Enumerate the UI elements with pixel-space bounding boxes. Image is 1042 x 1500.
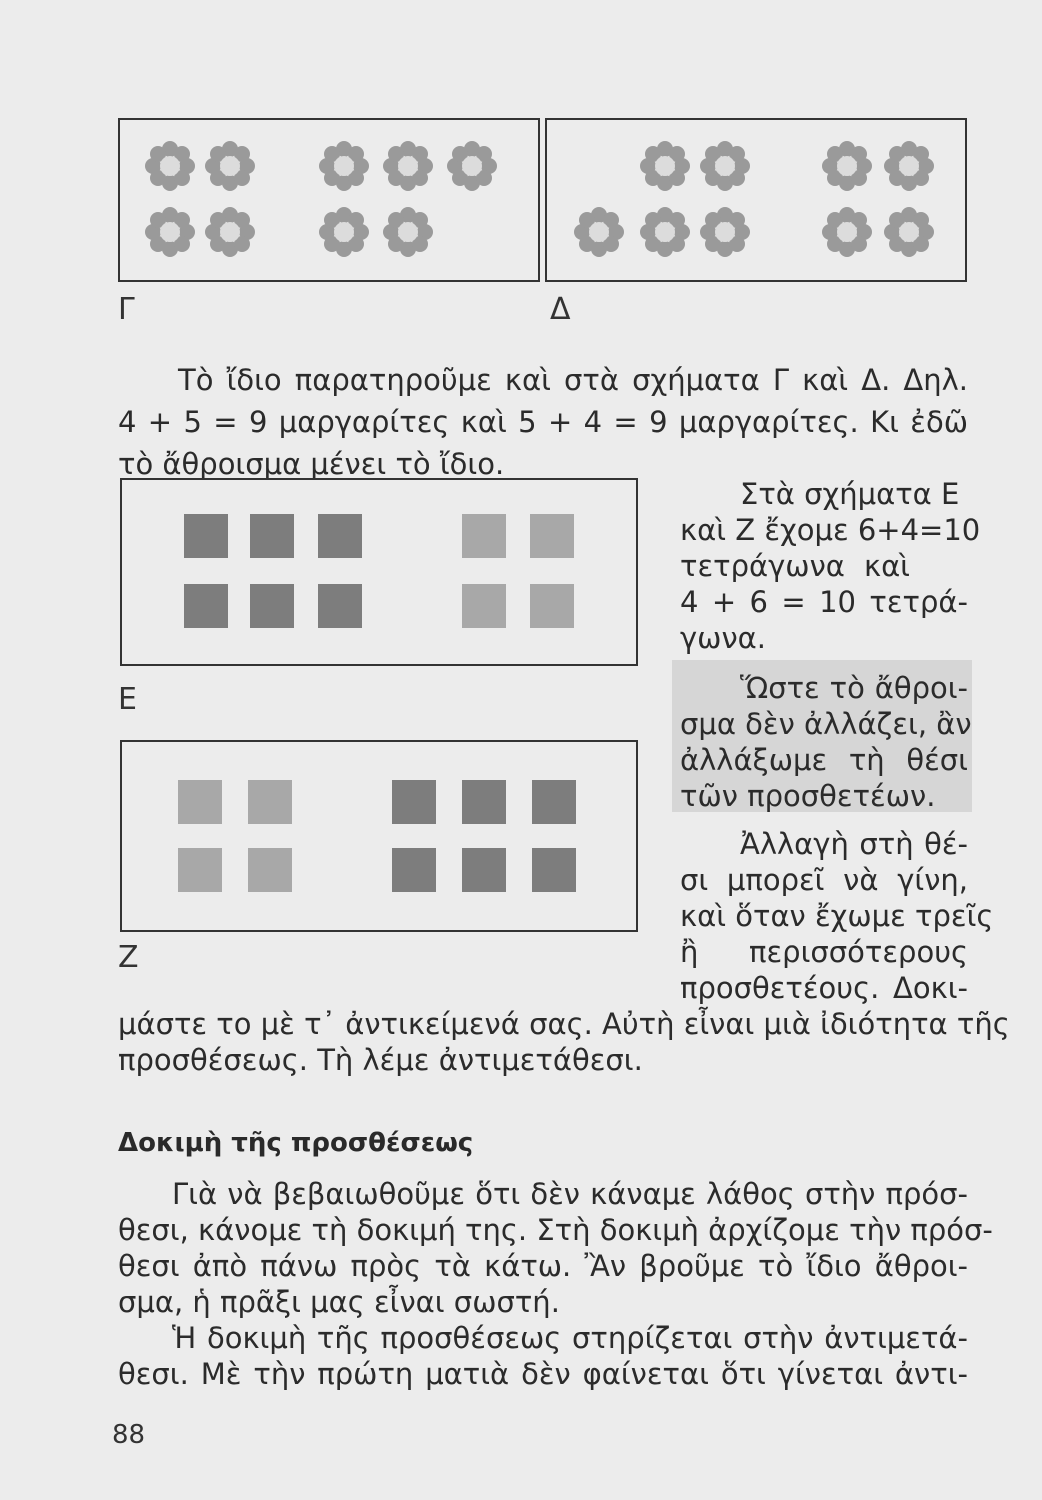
daisy: [700, 141, 750, 191]
daisy: [319, 207, 369, 257]
square: [250, 514, 294, 558]
paragraph4-line2: θεσι. Μὲ τὴν πρώτη ματιὰ δὲν φαίνεται ὅτι γίνεται ἀντι-: [118, 1357, 968, 1391]
daisy: [383, 207, 433, 257]
figure-zeta: [120, 740, 638, 932]
daisy: [145, 141, 195, 191]
square: [318, 514, 362, 558]
daisy: [205, 207, 255, 257]
side-text2-line1: Ἀλλαγὴ στὴ θέ-: [740, 827, 968, 861]
square: [392, 848, 436, 892]
side-text-line3: τετράγωνα καὶ: [680, 549, 910, 583]
paragraph2-line1: μάστε το μὲ τ᾽ ἀντικείμενά σας. Αὐτὴ εἶναι μιὰ ἰδιότητα τῆς: [118, 1007, 1010, 1041]
daisy: [640, 141, 690, 191]
daisy: [640, 207, 690, 257]
square: [178, 780, 222, 824]
daisies-delta: [547, 120, 965, 280]
daisies-gamma: [120, 120, 538, 280]
square: [184, 514, 228, 558]
side-text-line5: γωνα.: [680, 621, 766, 655]
figure-gamma: [118, 118, 540, 282]
square: [462, 514, 506, 558]
square: [318, 584, 362, 628]
daisy: [145, 207, 195, 257]
square: [530, 514, 574, 558]
square: [248, 780, 292, 824]
figure-epsilon: [120, 478, 638, 666]
side-text-line4: 4 + 6 = 10 τετρά-: [680, 585, 968, 619]
square: [462, 584, 506, 628]
rule-line2: σμα δὲν ἀλλάζει, ἂν: [680, 707, 972, 741]
daisy: [822, 207, 872, 257]
daisy: [884, 207, 934, 257]
daisy: [319, 141, 369, 191]
figure-gamma-label: Γ: [118, 292, 135, 327]
daisy: [205, 141, 255, 191]
figure-delta: [545, 118, 967, 282]
square: [532, 780, 576, 824]
square: [248, 848, 292, 892]
side-text2-line5: προσθετέους. Δοκι-: [680, 971, 968, 1005]
paragraph1-line2: 4 + 5 = 9 μαργαρίτες καὶ 5 + 4 = 9 μαργαρίτες. Κι ἐδῶ: [118, 405, 968, 439]
daisy: [447, 141, 497, 191]
page-number: 88: [112, 1420, 146, 1450]
figure-epsilon-label: Ε: [118, 682, 137, 717]
paragraph4-line1: Ἡ δοκιμὴ τῆς προσθέσεως στηρίζεται στὴν ἀντιμετά-: [172, 1321, 968, 1355]
side-text-line2: καὶ Ζ ἔχομε 6+4=10: [680, 513, 981, 547]
daisy: [383, 141, 433, 191]
paragraph1-line1: Τὸ ἴδιο παρατηροῦμε καὶ στὰ σχήματα Γ καὶ Δ. Δηλ.: [178, 363, 968, 397]
paragraph2-line2: προσθέσεως. Τὴ λέμε ἀντιμετάθεσι.: [118, 1043, 643, 1077]
paragraph3-line4: σμα, ἡ πρᾶξι μας εἶναι σωστή.: [118, 1285, 560, 1319]
side-text2-line3: καὶ ὅταν ἔχωμε τρεῖς: [680, 899, 994, 933]
square: [250, 584, 294, 628]
square: [462, 780, 506, 824]
square: [530, 584, 574, 628]
section-heading: Δοκιμὴ τῆς προσθέσεως: [118, 1128, 474, 1158]
paragraph3-line1: Γιὰ νὰ βεβαιωθοῦμε ὅτι δὲν κάναμε λάθος στὴν πρόσ-: [172, 1177, 968, 1211]
rule-line3: ἀλλάξωμε τὴ θέσι: [680, 743, 968, 777]
paragraph1-line3: τὸ ἄθροισμα μένει τὸ ἴδιο.: [118, 447, 505, 481]
side-text-line1: Στὰ σχήματα Ε: [740, 477, 960, 511]
figure-delta-label: Δ: [550, 292, 571, 327]
daisy: [574, 207, 624, 257]
square: [184, 584, 228, 628]
square: [532, 848, 576, 892]
side-text2-line4: ἢ περισσότερους: [680, 935, 968, 969]
square: [462, 848, 506, 892]
rule-line1: Ὥστε τὸ ἄθροι-: [740, 671, 968, 705]
paragraph3-line2: θεσι, κάνομε τὴ δοκιμή της. Στὴ δοκιμὴ ἀρχίζομε τὴν πρόσ-: [118, 1213, 993, 1247]
side-text2-line2: σι μπορεῖ νὰ γίνη,: [680, 863, 968, 897]
figure-zeta-label: Ζ: [118, 940, 139, 975]
daisy: [700, 207, 750, 257]
daisy: [884, 141, 934, 191]
square: [178, 848, 222, 892]
paragraph3-line3: θεσι ἀπὸ πάνω πρὸς τὰ κάτω. Ἂν βροῦμε τὸ ἴδιο ἄθροι-: [118, 1249, 968, 1283]
rule-line4: τῶν προσθετέων.: [680, 779, 936, 813]
daisy: [822, 141, 872, 191]
square: [392, 780, 436, 824]
